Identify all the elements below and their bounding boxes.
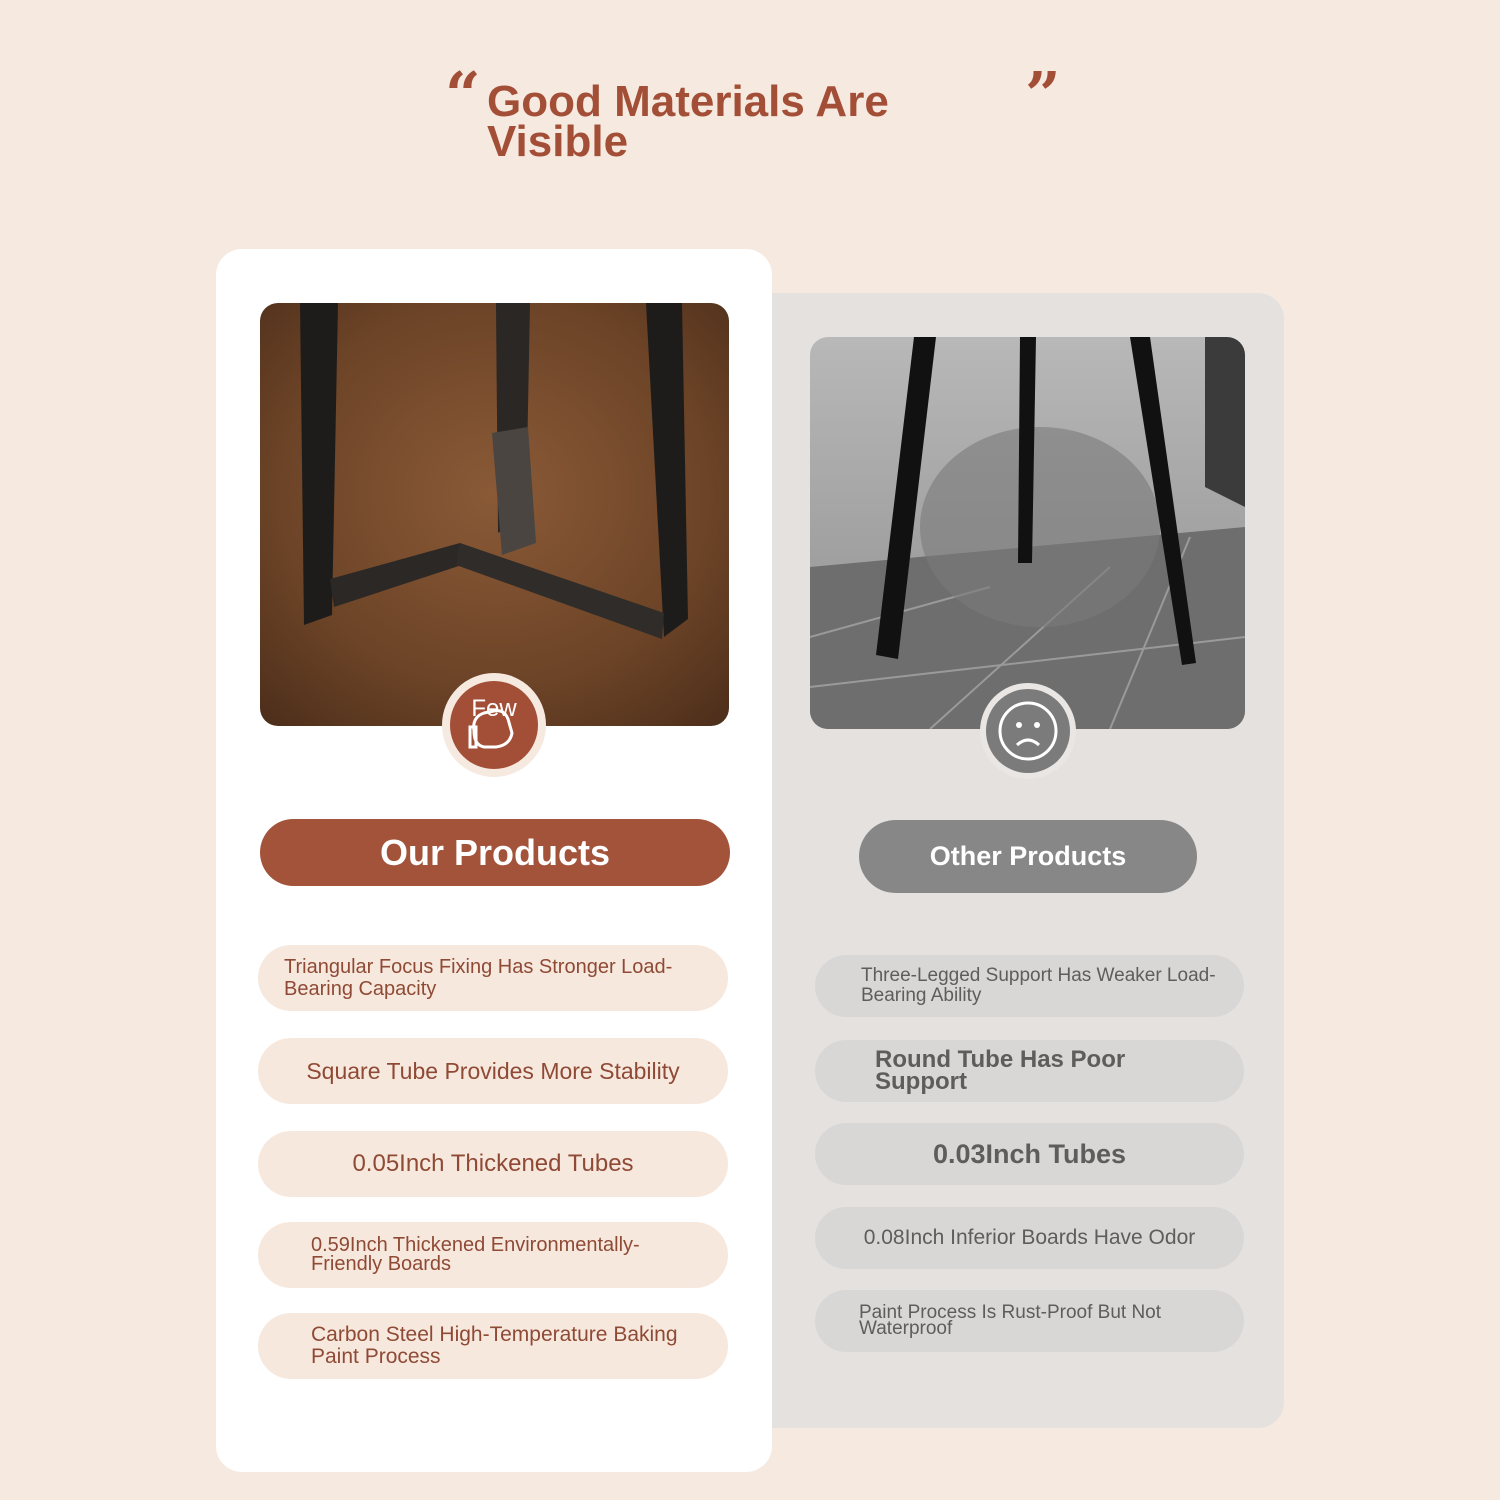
feature-text: 0.08Inch Inferior Boards Have Odor <box>863 1226 1196 1249</box>
other-product-photo <box>810 337 1245 729</box>
feature-text: 0.05Inch Thickened Tubes <box>352 1150 634 1177</box>
feature-text: Paint Process Is Rust-Proof But Not Waterproof <box>859 1302 1162 1339</box>
feature-item <box>258 1131 728 1197</box>
feature-text: Triangular Focus Fixing Has Stronger Load-Bearing Capacity <box>284 956 673 1000</box>
feature-item <box>815 955 1244 1017</box>
feature-text: Square Tube Provides More Stability <box>306 1057 680 1084</box>
sad-face-icon <box>986 689 1070 773</box>
feature-item <box>258 1222 728 1288</box>
other-products-title: Other Products <box>859 820 1197 893</box>
feature-text: Three-Legged Support Has Weaker Load-Bearing Ability <box>861 965 1216 1006</box>
feature-item <box>815 1290 1244 1352</box>
feature-item <box>258 1313 728 1379</box>
badge-label: Few <box>471 695 517 722</box>
our-products-card <box>216 249 772 1472</box>
headline <box>445 58 1085 178</box>
headline-title: Good Materials Are Visible <box>487 77 889 166</box>
feature-text: Round Tube Has Poor Support <box>875 1046 1126 1095</box>
our-products-title: Our Products <box>260 819 730 886</box>
quote-open-icon: “ <box>445 58 481 131</box>
feature-text: 0.03Inch Tubes <box>932 1138 1127 1169</box>
feature-item <box>815 1123 1244 1185</box>
other-products-badge <box>980 683 1076 779</box>
feature-text: 0.59Inch Thickened Environmentally-Friendly Boards <box>311 1234 640 1275</box>
quote-close-icon: ” <box>1025 58 1061 131</box>
feature-item <box>815 1040 1244 1102</box>
feature-item <box>815 1207 1244 1269</box>
our-product-photo <box>260 303 729 726</box>
our-products-badge <box>442 673 546 777</box>
feature-item <box>258 945 728 1011</box>
other-products-card <box>772 293 1284 1428</box>
feature-text: Carbon Steel High-Temperature Baking Paint Process <box>311 1323 678 1368</box>
feature-item <box>258 1038 728 1104</box>
